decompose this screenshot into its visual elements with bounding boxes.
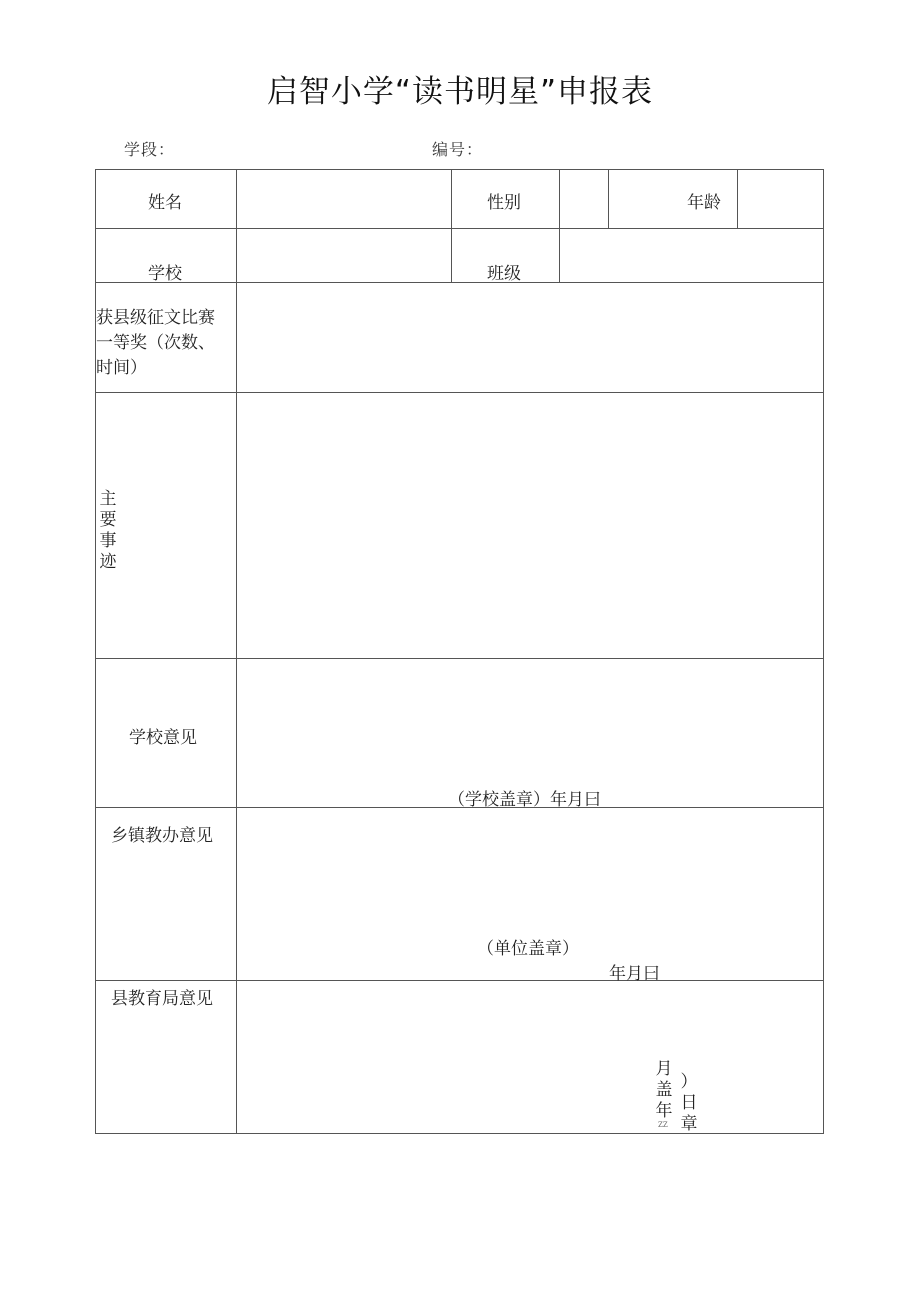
school-field[interactable]: [237, 229, 451, 282]
award-field[interactable]: [237, 283, 823, 392]
deeds-field[interactable]: [237, 393, 823, 658]
school-seal-text: （学校盖章）年月曰: [448, 790, 601, 810]
county-seal-col2: ）日章: [680, 1072, 698, 1134]
county-opinion-field[interactable]: [237, 981, 823, 1061]
age-label: 年龄: [687, 193, 721, 213]
award-label-line1: 获县级征文比赛: [96, 308, 215, 328]
award-label-line3: 时间）: [96, 358, 147, 378]
age-field[interactable]: [738, 170, 823, 228]
row-border: [95, 1133, 824, 1134]
award-label-line2: 一等奖（次数、: [96, 333, 215, 353]
town-seal-text: （单位盖章）: [477, 939, 579, 959]
row-border: [95, 169, 824, 170]
gender-field[interactable]: [560, 170, 608, 228]
town-opinion-field[interactable]: [237, 808, 823, 928]
column-border: [451, 169, 452, 283]
town-date-text: 年月曰: [609, 964, 660, 984]
county-seal-col1: 月盖年: [655, 1059, 673, 1121]
column-border: [608, 169, 609, 229]
county-opinion-label: 县教育局意见: [111, 989, 213, 1009]
county-seal-small: ZZ: [658, 1121, 668, 1129]
class-label: 班级: [487, 264, 521, 284]
town-opinion-label: 乡镇教办意见: [111, 826, 213, 846]
application-form-table: [95, 169, 824, 1134]
deeds-label: 主要事迹: [99, 489, 117, 572]
school-label: 学校: [148, 264, 182, 284]
column-border: [823, 169, 824, 1134]
name-field[interactable]: [237, 170, 451, 228]
number-label: 编号：: [432, 140, 484, 159]
school-opinion-label: 学校意见: [129, 728, 197, 748]
gender-label: 性别: [487, 193, 521, 213]
class-field[interactable]: [560, 229, 823, 282]
page-title: 启智小学“读书明星”申报表: [266, 74, 654, 110]
school-opinion-field[interactable]: [237, 659, 823, 769]
stage-label: 学段：: [124, 140, 176, 159]
name-label: 姓名: [148, 193, 182, 213]
